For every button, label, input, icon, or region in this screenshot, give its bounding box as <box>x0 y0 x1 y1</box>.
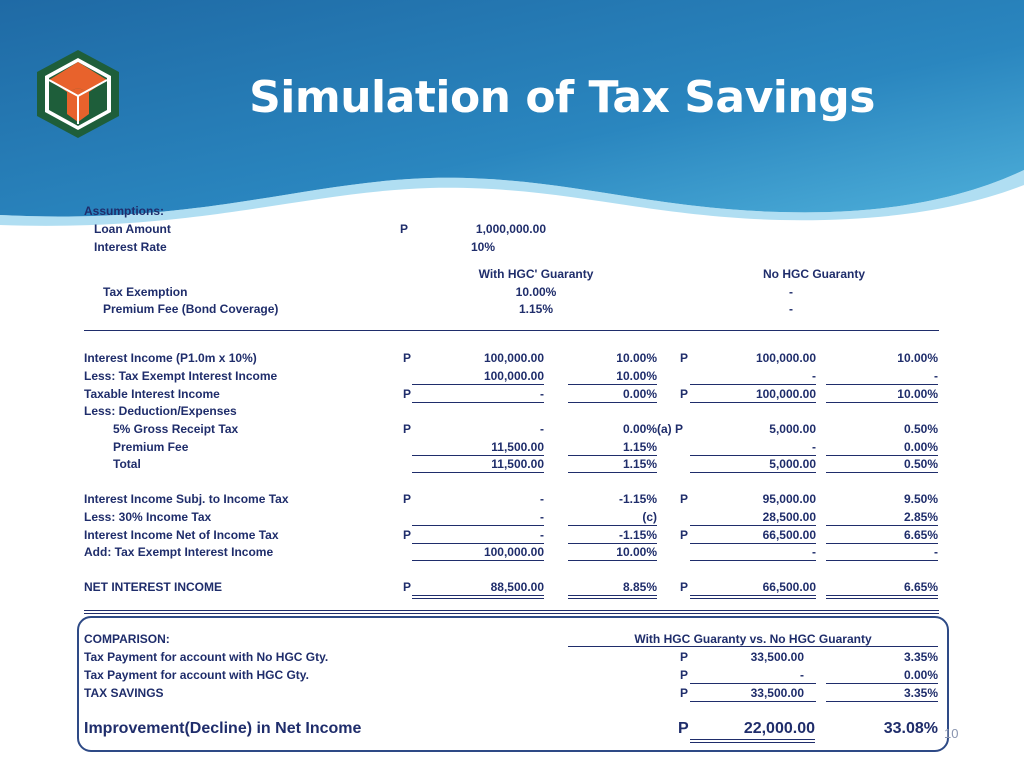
row-label: Add: Tax Exempt Interest Income <box>84 545 274 559</box>
assumptions-heading: Assumptions: <box>84 204 165 218</box>
cell-underline <box>826 560 938 561</box>
row-value-without: 5,000.00 <box>769 457 816 471</box>
row-percent-without: - <box>934 545 938 559</box>
premium-fee-without: - <box>789 302 793 316</box>
row-percent-without: 6.65% <box>903 580 938 594</box>
improvement-percent: 33.08% <box>883 720 938 737</box>
loan-currency: P <box>400 222 409 236</box>
cell-underline <box>826 595 938 599</box>
cell-underline <box>412 472 544 473</box>
row-value-with: 100,000.00 <box>483 545 544 559</box>
row-percent-with: -1.15% <box>618 528 657 542</box>
cell-underline <box>412 455 544 456</box>
cell-underline <box>690 402 816 403</box>
row-label: Interest Income (P1.0m x 10%) <box>84 351 257 365</box>
row-value-with: 11,500.00 <box>491 440 544 454</box>
with-hgc-heading: With HGC' Guaranty <box>478 267 594 281</box>
cell-underline <box>690 701 816 702</box>
row-percent-without: 10.00% <box>897 351 938 365</box>
row-percent-without: 2.85% <box>903 510 938 524</box>
cell-underline <box>690 560 816 561</box>
interest-rate-value: 10% <box>471 240 496 254</box>
row-label: Interest Income Subj. to Income Tax <box>84 492 289 506</box>
cell-underline <box>568 543 657 544</box>
cell-underline <box>826 384 938 385</box>
cell-underline <box>826 683 938 684</box>
row-value-without: - <box>812 369 816 383</box>
row-percent-without: 0.00% <box>903 440 938 454</box>
row-currency-with: P <box>403 422 412 436</box>
loan-amount-label: Loan Amount <box>94 222 171 236</box>
premium-fee-label: Premium Fee (Bond Coverage) <box>103 302 279 316</box>
row-value-with: 100,000.00 <box>483 351 544 365</box>
cell-underline <box>412 595 544 599</box>
comparison-row-value: - <box>800 668 804 682</box>
row-value-without: - <box>812 545 816 559</box>
row-value-with: - <box>540 387 544 401</box>
cell-underline <box>412 560 544 561</box>
row-percent-without: 0.50% <box>903 422 938 436</box>
row-percent-without: 6.65% <box>903 528 938 542</box>
cell-underline <box>690 525 816 526</box>
row-currency-with: P <box>403 528 412 542</box>
page-title: Simulation of Tax Savings <box>249 72 875 123</box>
improvement-label: Improvement(Decline) in Net Income <box>84 720 362 737</box>
row-currency-with: P <box>403 351 412 365</box>
improvement-value: 22,000.00 <box>743 720 815 737</box>
interest-rate-label: Interest Rate <box>94 240 167 254</box>
comparison-row-label: Tax Payment for account with No HGC Gty. <box>84 650 329 664</box>
tax-exemption-with: 10.00% <box>515 285 557 299</box>
row-currency-without: P <box>680 492 689 506</box>
cell-underline <box>568 525 657 526</box>
row-percent-with: 10.00% <box>616 351 657 365</box>
cell-underline <box>412 525 544 526</box>
cell-underline <box>690 384 816 385</box>
no-hgc-heading: No HGC Guaranty <box>762 267 865 281</box>
row-value-with: - <box>540 422 544 436</box>
comparison-row-percent: 0.00% <box>903 668 938 682</box>
page-number: 10 <box>944 726 959 741</box>
comparison-subheading: With HGC Guaranty vs. No HGC Guaranty <box>634 632 872 646</box>
cell-underline <box>826 525 938 526</box>
row-percent-with: 0.00% <box>622 422 657 436</box>
cell-underline <box>412 384 544 385</box>
section-divider <box>84 613 939 614</box>
comparison-row-currency: P <box>680 650 689 664</box>
row-label: 5% Gross Receipt Tax <box>113 422 239 436</box>
cell-underline <box>826 472 938 473</box>
comparison-heading: COMPARISON: <box>84 632 170 646</box>
row-value-without: 66,500.00 <box>762 528 816 542</box>
row-percent-without: - <box>934 369 938 383</box>
section-divider <box>84 330 939 331</box>
improvement-currency: P <box>678 720 689 737</box>
row-percent-without: 10.00% <box>897 387 938 401</box>
row-label: Interest Income Net of Income Tax <box>84 528 279 542</box>
row-percent-without: 0.50% <box>903 457 938 471</box>
row-label: Total <box>113 457 141 471</box>
row-currency-without: P <box>680 351 689 365</box>
row-value-without: 5,000.00 <box>769 422 816 436</box>
section-divider <box>84 610 939 611</box>
row-label: Less: Deduction/Expenses <box>84 404 237 418</box>
cell-underline <box>412 402 544 403</box>
cell-underline <box>568 560 657 561</box>
row-percent-with: 0.00% <box>622 387 657 401</box>
cell-underline <box>690 595 816 599</box>
cell-underline <box>690 543 816 544</box>
row-percent-with: 1.15% <box>622 440 657 454</box>
row-percent-with: -1.15% <box>618 492 657 506</box>
row-label: NET INTEREST INCOME <box>84 580 223 594</box>
row-label: Premium Fee <box>113 440 189 454</box>
row-currency-with: P <box>403 492 412 506</box>
row-percent-with: 10.00% <box>616 545 657 559</box>
loan-amount-value: 1,000,000.00 <box>475 222 546 236</box>
premium-fee-with: 1.15% <box>518 302 554 316</box>
cell-underline <box>690 455 816 456</box>
row-value-with: - <box>540 492 544 506</box>
row-value-without: 95,000.00 <box>762 492 816 506</box>
comparison-row-currency: P <box>680 668 689 682</box>
comparison-row-percent: 3.35% <box>903 686 938 700</box>
cell-underline <box>690 472 816 473</box>
comparison-row-label: TAX SAVINGS <box>84 686 164 700</box>
cell-underline <box>568 455 657 456</box>
cell-underline <box>568 595 657 599</box>
double-underline <box>690 739 815 743</box>
row-value-with: 100,000.00 <box>483 369 544 383</box>
cell-underline <box>826 701 938 702</box>
row-currency-without: (a) P <box>657 422 684 436</box>
row-value-without: 66,500.00 <box>762 580 816 594</box>
row-percent-without: 9.50% <box>903 492 938 506</box>
row-currency-with: P <box>403 580 412 594</box>
comparison-row-currency: P <box>680 686 689 700</box>
row-value-with: 88,500.00 <box>490 580 544 594</box>
comparison-row-label: Tax Payment for account with HGC Gty. <box>84 668 309 682</box>
cell-underline <box>826 543 938 544</box>
row-percent-with: 1.15% <box>622 457 657 471</box>
subheading-underline <box>568 646 938 647</box>
cell-underline <box>826 455 938 456</box>
comparison-row-value: 33,500.00 <box>750 650 804 664</box>
row-label: Taxable Interest Income <box>84 387 220 401</box>
row-value-with: - <box>540 510 544 524</box>
cell-underline <box>568 402 657 403</box>
cell-underline <box>690 683 816 684</box>
comparison-row-value: 33,500.00 <box>750 686 804 700</box>
row-percent-with: 8.85% <box>622 580 657 594</box>
row-value-without: - <box>812 440 816 454</box>
row-label: Less: Tax Exempt Interest Income <box>84 369 278 383</box>
cell-underline <box>568 472 657 473</box>
cell-underline <box>568 384 657 385</box>
row-currency-without: P <box>680 528 689 542</box>
row-currency-without: P <box>680 387 689 401</box>
row-percent-with: 10.00% <box>616 369 657 383</box>
tax-exemption-label: Tax Exemption <box>103 285 188 299</box>
row-value-without: 28,500.00 <box>762 510 816 524</box>
row-currency-with: P <box>403 387 412 401</box>
tax-exemption-without: - <box>789 285 793 299</box>
row-value-without: 100,000.00 <box>755 351 816 365</box>
row-currency-without: P <box>680 580 689 594</box>
comparison-row-percent: 3.35% <box>903 650 938 664</box>
row-value-with: 11,500.00 <box>491 457 544 471</box>
row-value-without: 100,000.00 <box>755 387 816 401</box>
cell-underline <box>826 402 938 403</box>
row-value-with: - <box>540 528 544 542</box>
row-percent-with: (c) <box>642 510 657 524</box>
row-label: Less: 30% Income Tax <box>84 510 212 524</box>
cell-underline <box>412 543 544 544</box>
